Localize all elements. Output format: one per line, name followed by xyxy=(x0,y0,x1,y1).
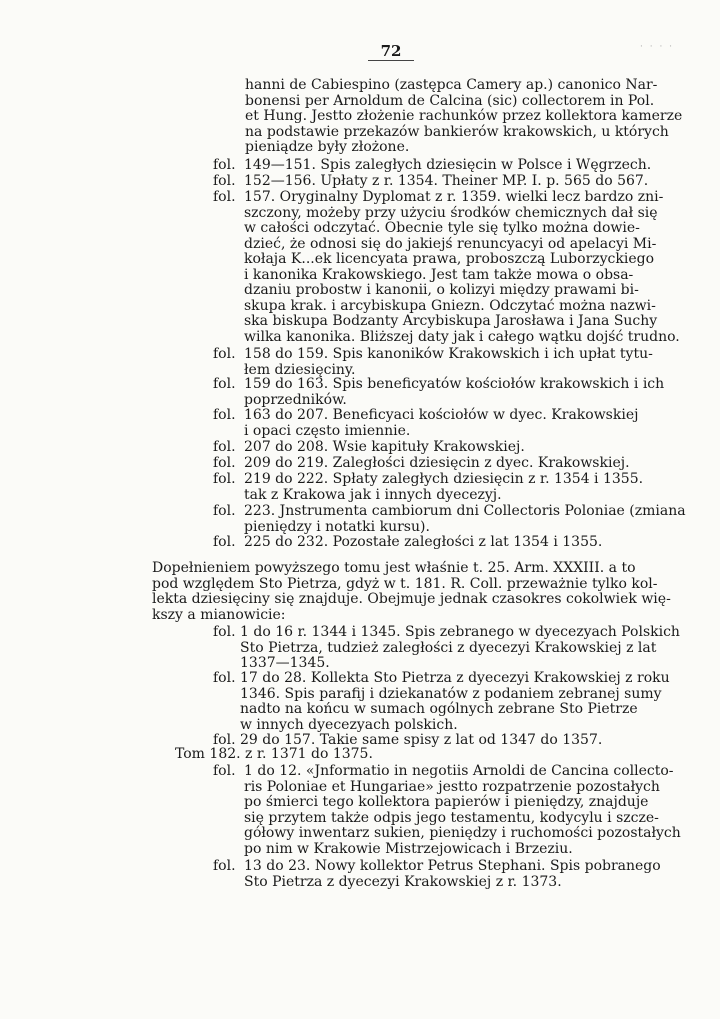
text-line: ska biskupa Bodzanty Arcybiskupa Jarosława i Jana Suchy xyxy=(244,313,658,329)
text-line: 1 do 12. «Jnformatio in negotiis Arnoldi de Cancina collecto- xyxy=(244,763,674,779)
text-line: na podstawie przekazów bankierów krakowskich, u których xyxy=(245,123,669,140)
folio-text xyxy=(244,456,630,472)
text-line: i kanonika Krakowskiego. Jest tam także mowa o obsa- xyxy=(244,266,634,283)
text-line: lekta dziesięciny się znajduje. Obejmuje jednak czasokres cokolwiek wię- xyxy=(152,591,671,607)
folio-text xyxy=(244,347,653,378)
text-line: nadto na końcu w sumach ogólnych zebrane Sto Pietrze xyxy=(240,701,638,717)
text-line: 219 do 222. Spłaty zaległych dziesięcin z r. 1354 i 1355. xyxy=(244,471,644,487)
corner-marks: · · · · xyxy=(640,42,675,52)
text-line: Sto Pietrza z dyecezyi Krakowskiej z r. 1373. xyxy=(244,873,562,890)
folio-text xyxy=(244,764,681,857)
folio-label: fol. xyxy=(213,624,236,640)
text-line: 159 do 163. Spis beneficyatów kościołów krakowskich i ich xyxy=(244,376,665,392)
folio-text xyxy=(244,859,661,890)
text-line: i opaci często imiennie. xyxy=(244,422,411,439)
folio-label: fol. xyxy=(213,455,236,471)
text-line: 13 do 23. Nowy kollektor Petrus Stephani. Spis pobranego xyxy=(244,858,661,874)
text-line: pod względem Sto Pietrza, gdyż w t. 181. R. Coll. przeważnie tylko kol- xyxy=(152,575,658,592)
intro-paragraph xyxy=(245,77,683,156)
text-line: w całości odczytać. Obecnie tyle się tylko można dowie- xyxy=(244,220,640,236)
text-line: 163 do 207. Beneficyaci kościołów w dyec. Krakowskiej xyxy=(244,407,639,423)
folio-label: fol. xyxy=(213,503,236,519)
text-line: kołaja K...ek licencyata prawa, proboszczą Luborzyckiego xyxy=(244,251,655,267)
text-line: 158 do 159. Spis kanoników Krakowskich i ich upłat tytu- xyxy=(244,346,653,362)
text-line: Dopełnieniem powyższego tomu jest właśnie t. 25. Arm. XXXIII. a to xyxy=(152,560,636,576)
text-line: 29 do 157. Takie same spisy z lat od 1347 do 1357. xyxy=(240,732,603,748)
text-line: bonensi per Arnoldum de Calcina (sic) collectorem in Pol. xyxy=(245,92,655,109)
folio-label: fol. xyxy=(213,732,236,748)
text-line: 1337—1345. xyxy=(240,655,330,671)
folio-text xyxy=(240,671,670,733)
text-line: poprzedników. xyxy=(244,391,347,408)
folio-label: fol. xyxy=(213,346,236,362)
text-line: w innych dyecezyach polskich. xyxy=(240,716,458,733)
folio-text xyxy=(244,440,525,456)
text-line: Sto Pietrza, tudzież zaległości z dyecezyi Krakowskiej z lat xyxy=(240,639,657,656)
text-line: tak z Krakowa jak i innych dyecezyj. xyxy=(244,486,502,503)
folio-label: fol. xyxy=(213,858,236,874)
text-line: dzieć, że odnosi się do jakiejś renuncyacyi od apelacyi Mi- xyxy=(244,235,657,252)
body-paragraph xyxy=(152,560,671,623)
folio-label: fol. xyxy=(213,670,236,686)
text-line: 1346. Spis parafij i dziekanatów z podaniem zebranej sumy xyxy=(240,685,662,702)
folio-label: fol. xyxy=(213,763,236,779)
folio-label: fol. xyxy=(213,534,236,550)
folio-label: fol. xyxy=(213,471,236,487)
text-line: 149—151. Spis zaległych dziesięcin w Polsce i Węgrzech. xyxy=(244,157,652,173)
text-line: et Hung. Jestto złożenie rachunków przez kollektora kamerze xyxy=(245,108,683,124)
text-line: 225 do 232. Pozostałe zaległości z lat 1354 i 1355. xyxy=(244,534,603,550)
folio-label: fol. xyxy=(213,189,236,205)
folio-label: fol. xyxy=(213,173,236,189)
folio-text xyxy=(244,158,651,174)
text-line: ris Poloniae et Hungariae» jestto rozpatrzenie pozostałych xyxy=(244,778,660,795)
text-line: 223. Jnstrumenta cambiorum dni Collectoris Poloniae (zmiana xyxy=(244,503,686,519)
text-line: kszy a mianowicie: xyxy=(152,606,286,623)
folio-text xyxy=(244,504,686,535)
text-line: 209 do 219. Zaległości dziesięcin z dyec. Krakowskiej. xyxy=(244,455,630,471)
text-line: skupa krak. i arcybiskupa Gniezn. Odczytać można nazwi- xyxy=(244,297,656,314)
text-line: 152—156. Upłaty z r. 1354. Theiner MP. I. p. 565 do 567. xyxy=(244,173,649,189)
text-line: po nim w Krakowie Mistrzejowicach i Brzeziu. xyxy=(244,840,573,857)
text-line: wilka kanonika. Bliższej daty jak i całego wątku dojść trudno. xyxy=(244,328,680,345)
text-line: się przytem także odpis jego testamentu, kodycylu i szcze- xyxy=(244,809,659,826)
text-line: 17 do 28. Kollekta Sto Pietrza z dyecezyi Krakowskiej z roku xyxy=(240,670,670,686)
text-line: pieniądze były złożone. xyxy=(245,139,410,155)
folio-text xyxy=(244,472,643,503)
folio-text xyxy=(244,408,638,439)
folio-text xyxy=(244,377,664,408)
folio-label: fol. xyxy=(213,376,236,392)
folio-text xyxy=(244,190,680,345)
text-line: dzaniu probostw i kanonii, o kolizyi między prawami bi- xyxy=(244,282,639,298)
text-line: pieniędzy i notatki kursu). xyxy=(244,518,430,535)
text-line: szczony, możeby przy użyciu środków chemicznych dał się xyxy=(244,204,658,221)
text-line: 157. Oryginalny Dyplomat z r. 1359. wielki lecz bardzo zni- xyxy=(244,189,664,205)
text-line: hanni de Cabiespino (zastępca Camery ap.) canonico Nar- xyxy=(245,77,658,93)
folio-label: fol. xyxy=(213,439,236,455)
folio-label: fol. xyxy=(213,407,236,423)
text-line: 207 do 208. Wsie kapituły Krakowskiej. xyxy=(244,439,525,455)
page-number: 72 xyxy=(368,42,414,61)
text-line: łem dziesięciny. xyxy=(244,361,356,378)
text-line: gółowy inwentarz sukien, pieniędzy i ruchomości pozostałych xyxy=(244,825,681,841)
folio-label: fol. xyxy=(213,157,236,173)
folio-text xyxy=(244,535,602,551)
folio-text xyxy=(240,625,680,672)
folio-text xyxy=(244,174,648,190)
tom-heading: Tom 182. z r. 1371 do 1375. xyxy=(175,746,373,762)
text-line: 1 do 16 r. 1344 i 1345. Spis zebranego w dyecezyach Polskich xyxy=(240,624,680,640)
text-line: po śmierci tego kollektora papierów i pieniędzy, znajduje xyxy=(244,794,649,810)
